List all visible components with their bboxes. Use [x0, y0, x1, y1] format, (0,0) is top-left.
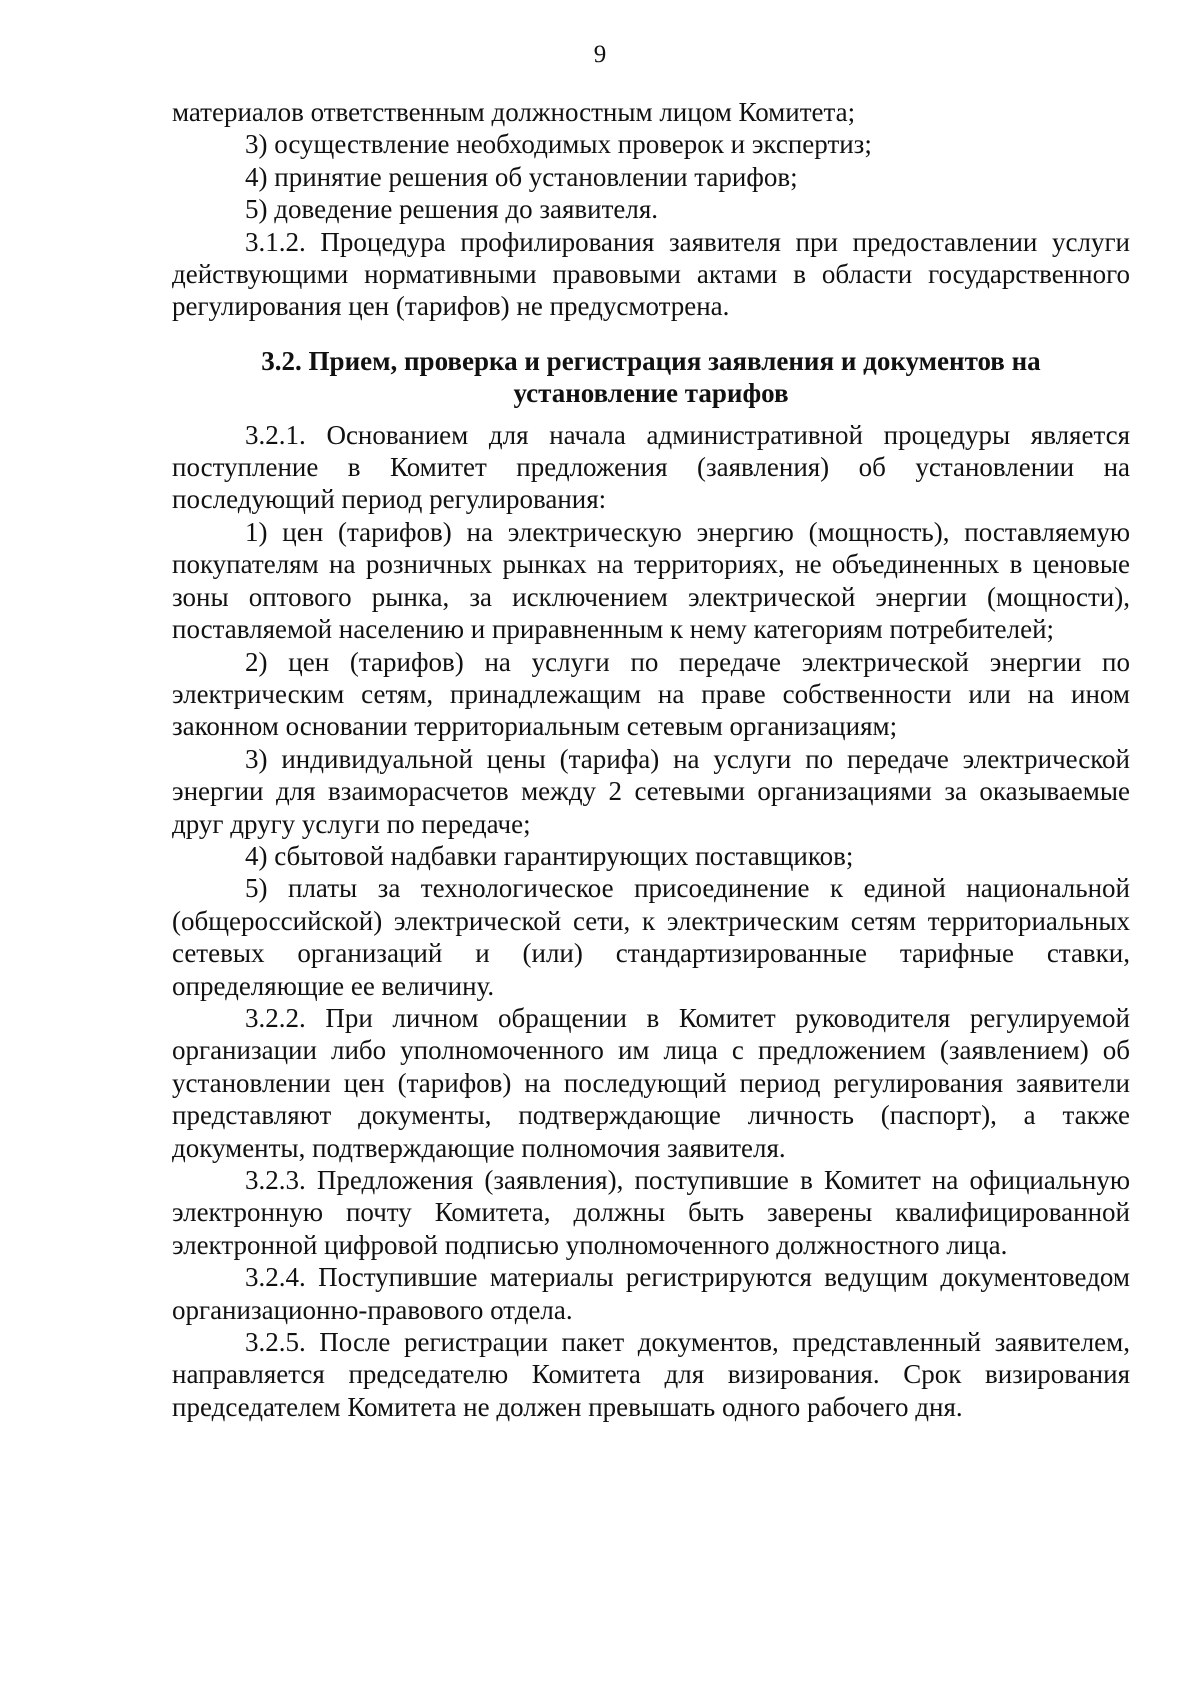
- list-item-3-tariff: 3) индивидуальной цены (тарифа) на услуги по передаче электрической энергии для взаиморасчетов между 2 сетевыми организациями за оказываемые друг другу услуги по передаче;: [172, 743, 1130, 839]
- paragraph-3-2-3: 3.2.3. Предложения (заявления), поступившие в Комитет на официальную электронную почту Комитета, должны быть заверены квалифицированной электронной цифровой подписью уполномоченного должностного лица.: [172, 1165, 1130, 1260]
- list-item-1: 1) цен (тарифов) на электрическую энергию (мощность), поставляемую покупателям на розничных рынках на территориях, не объединенных в ценовые зоны оптового рынка, за исключением электрической энергии (мощности), поставляемой населению и приравненным к нему категориям потребителей;: [172, 516, 1130, 645]
- paragraph-3-1-2: 3.1.2. Процедура профилирования заявителя при предоставлении услуги действующими нормативными правовыми актами в области государственного регулирования цен (тарифов) не предусмотрена.: [172, 226, 1130, 322]
- section-heading-line-2: установление тарифов: [513, 378, 789, 409]
- list-item-4: 4) принятие решения об установлении тарифов;: [245, 161, 798, 192]
- paragraph-continuation: материалов ответственным должностным лицом Комитета;: [172, 97, 856, 127]
- document-body: [172, 96, 1130, 1423]
- list-item-3: 3) осуществление необходимых проверок и экспертиз;: [245, 129, 872, 160]
- list-item-4-tariff: 4) сбытовой надбавки гарантирующих поставщиков;: [245, 840, 854, 871]
- section-heading-3-2: [172, 345, 1130, 410]
- paragraph-3-2-4: 3.2.4. Поступившие материалы регистрируются ведущим документоведом организационно-правового отдела.: [172, 1262, 1130, 1325]
- list-item-5-tariff: 5) платы за технологическое присоединение к единой национальной (общероссийской) электрической сети, к электрическим сетям территориальных сетевых организаций и (или) стандартизированные тарифные ставки, определяющие ее величину.: [172, 873, 1130, 1001]
- paragraph-3-2-2: 3.2.2. При личном обращении в Комитет руководителя регулируемой организации либо уполномоченного им лица с предложением (заявлением) об установлении цен (тарифов) на последующий период регулирования заявители представляют документы, подтверждающие личность (паспорт), а также документы, подтверждающие полномочия заявителя.: [172, 1002, 1130, 1163]
- list-item-5: 5) доведение решения до заявителя.: [245, 194, 659, 225]
- paragraph-3-2-5: 3.2.5. После регистрации пакет документов, представленный заявителем, направляется председателю Комитета для визирования. Срок визирования председателем Комитета не должен превышать одного рабочего дня.: [172, 1327, 1130, 1422]
- list-item-2: 2) цен (тарифов) на услуги по передаче электрической энергии по электрическим сетям, принадлежащим на праве собственности или на ином законном основании территориальным сетевым организациям;: [172, 646, 1130, 742]
- page-number: 9: [593, 41, 607, 68]
- section-heading-line-1: 3.2. Прием, проверка и регистрация заявления и документов на: [261, 345, 1041, 376]
- paragraph-3-2-1: 3.2.1. Основанием для начала административной процедуры является поступление в Комитет предложения (заявления) об установлении на последующий период регулирования:: [172, 419, 1130, 515]
